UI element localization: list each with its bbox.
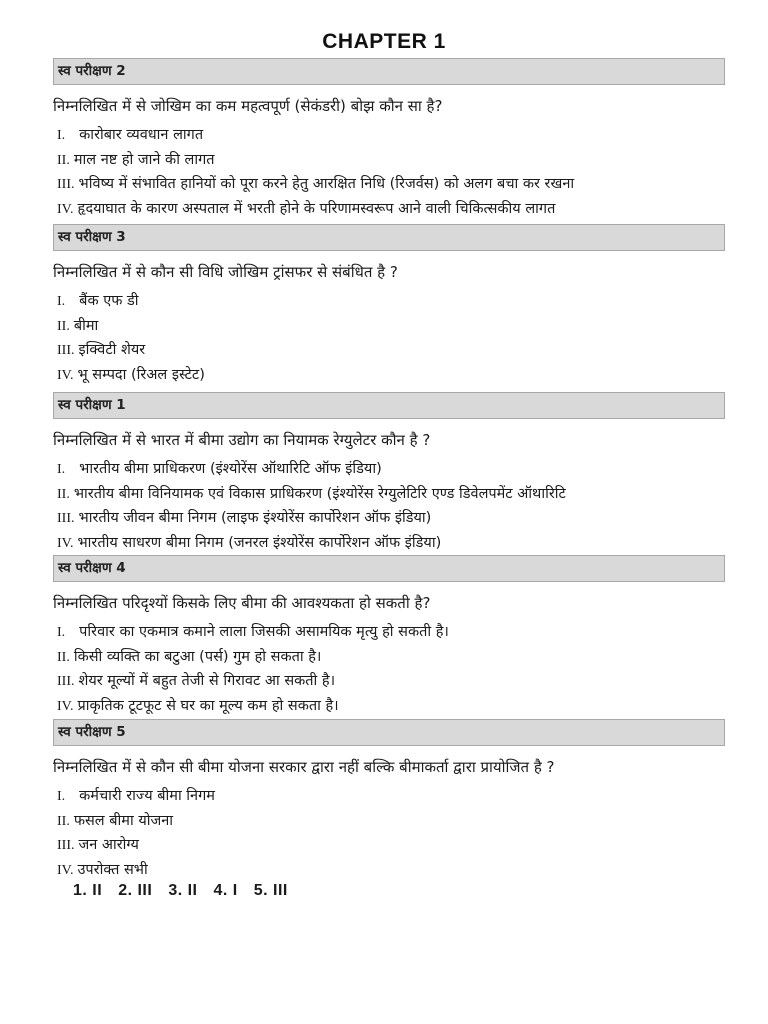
question-text: निम्नलिखित परिदृश्यों किसके लिए बीमा की आवश्यकता हो सकती है? — [53, 594, 431, 612]
option-text: बैंक एफ डी — [79, 293, 139, 309]
options-list — [57, 457, 725, 555]
option-number: II. — [57, 486, 70, 502]
page-title: CHAPTER 1 — [322, 30, 446, 53]
option-text: भारतीय साधरण बीमा निगम (जनरल इंश्योरेंस कार्पोरेशन ऑफ इंडिया) — [77, 534, 442, 551]
option-number: I. — [57, 128, 66, 143]
option-item — [57, 833, 725, 858]
option-item — [57, 669, 725, 694]
options-list — [57, 123, 725, 221]
self-test-section-2 — [53, 58, 725, 221]
option-item — [57, 148, 725, 173]
option-text: इक्विटी शेयर — [78, 342, 146, 358]
option-number: II. — [57, 152, 70, 168]
self-test-section-3 — [53, 224, 725, 387]
option-item — [57, 172, 725, 197]
option-text: भारतीय बीमा विनियामक एवं विकास प्राधिकरण (इंश्योरेंस रेग्युलेटिरि एण्ड डिवेलपमेंट ऑथारिटि — [73, 485, 566, 502]
section-header: स्व परीक्षण 5 — [53, 719, 725, 746]
option-number: IV. — [57, 698, 74, 714]
option-number: I. — [57, 625, 66, 640]
option-text: हृदयाघात के कारण अस्पताल में भरती होने के परिणामस्वरूप आने वाली चिकित्सकीय लागत — [77, 200, 556, 217]
option-item — [57, 620, 725, 645]
option-number: IV. — [57, 535, 74, 551]
option-number: IV. — [57, 862, 74, 878]
options-list — [57, 620, 725, 718]
options-list — [57, 784, 725, 882]
section-header: स्व परीक्षण 1 — [53, 392, 725, 419]
option-item — [57, 531, 725, 556]
option-text: फसल बीमा योजना — [73, 812, 174, 829]
option-number: II. — [57, 813, 70, 829]
question-text: निम्नलिखित में से भारत में बीमा उद्योग का नियामक रेग्युलेटर कौन है ? — [53, 431, 431, 449]
option-number: III. — [57, 343, 75, 358]
option-text: भविष्य में संभावित हानियों को पूरा करने हेतु आरक्षित निधि (रिजर्वस) को अलग बचा कर रखना — [78, 176, 575, 192]
option-item — [57, 645, 725, 670]
option-number: I. — [57, 462, 66, 477]
answer-item: 1. II — [73, 882, 103, 899]
option-text: परिवार का एकमात्र कमाने लाला जिसकी असामयिक मृत्यु हो सकती है। — [79, 624, 449, 640]
option-item — [57, 314, 725, 339]
option-number: IV. — [57, 201, 74, 217]
option-number: II. — [57, 318, 70, 334]
option-text: भारतीय बीमा प्राधिकरण (इंश्योरेंस ऑथारिटि ऑफ इंडिया) — [79, 461, 382, 477]
answer-item: 2. III — [118, 882, 153, 899]
question-text: निम्नलिखित में से जोखिम का कम महत्वपूर्ण (सेकंडरी) बोझ कौन सा है? — [53, 97, 443, 115]
option-item — [57, 457, 725, 482]
section-header: स्व परीक्षण 4 — [53, 555, 725, 582]
option-number: III. — [57, 177, 75, 192]
option-item — [57, 506, 725, 531]
option-number: IV. — [57, 367, 74, 383]
section-header: स्व परीक्षण 3 — [53, 224, 725, 251]
option-item — [57, 197, 725, 222]
option-item — [57, 694, 725, 719]
answer-item: 4. I — [213, 882, 238, 899]
option-text: भारतीय जीवन बीमा निगम (लाइफ इंश्योरेंस कार्पोरेशन ऑफ इंडिया) — [78, 510, 432, 526]
options-list — [57, 289, 725, 387]
option-text: जन आरोग्य — [78, 837, 139, 853]
option-number: II. — [57, 649, 70, 665]
option-text: प्राकृतिक टूटफूट से घर का मूल्य कम हो सकता है। — [77, 697, 339, 714]
answer-item: 5. III — [253, 882, 288, 899]
option-text: कारोबार व्यवधान लागत — [79, 127, 204, 143]
self-test-section-4 — [53, 555, 725, 718]
self-test-section-1 — [53, 392, 725, 555]
option-text: किसी व्यक्ति का बटुआ (पर्स) गुम हो सकता है। — [73, 648, 322, 665]
option-item — [57, 809, 725, 834]
answer-item: 3. II — [168, 882, 198, 899]
option-item — [57, 289, 725, 314]
option-number: III. — [57, 674, 75, 689]
option-text: बीमा — [73, 317, 99, 334]
option-item — [57, 123, 725, 148]
option-text: भू सम्पदा (रिअल इस्टेट) — [77, 366, 205, 383]
question-text: निम्नलिखित में से कौन सी विधि जोखिम ट्रांसफर से संबंधित है ? — [53, 263, 398, 281]
answer-key — [73, 882, 304, 900]
option-item — [57, 363, 725, 388]
question-text: निम्नलिखित में से कौन सी बीमा योजना सरकार द्वारा नहीं बल्कि बीमाकर्ता द्वारा प्रायोजित है ? — [53, 758, 555, 776]
option-text: माल नष्ट हो जाने की लागत — [73, 151, 215, 168]
option-number: I. — [57, 789, 66, 804]
option-item — [57, 338, 725, 363]
self-test-section-5 — [53, 719, 725, 882]
option-text: उपरोक्त सभी — [77, 861, 148, 878]
option-item — [57, 858, 725, 883]
section-header: स्व परीक्षण 2 — [53, 58, 725, 85]
option-text: कर्मचारी राज्य बीमा निगम — [79, 788, 215, 804]
option-number: III. — [57, 511, 75, 526]
option-text: शेयर मूल्यों में बहुत तेजी से गिरावट आ सकती है। — [78, 673, 336, 689]
option-number: III. — [57, 838, 75, 853]
option-item — [57, 482, 725, 507]
option-item — [57, 784, 725, 809]
option-number: I. — [57, 294, 66, 309]
